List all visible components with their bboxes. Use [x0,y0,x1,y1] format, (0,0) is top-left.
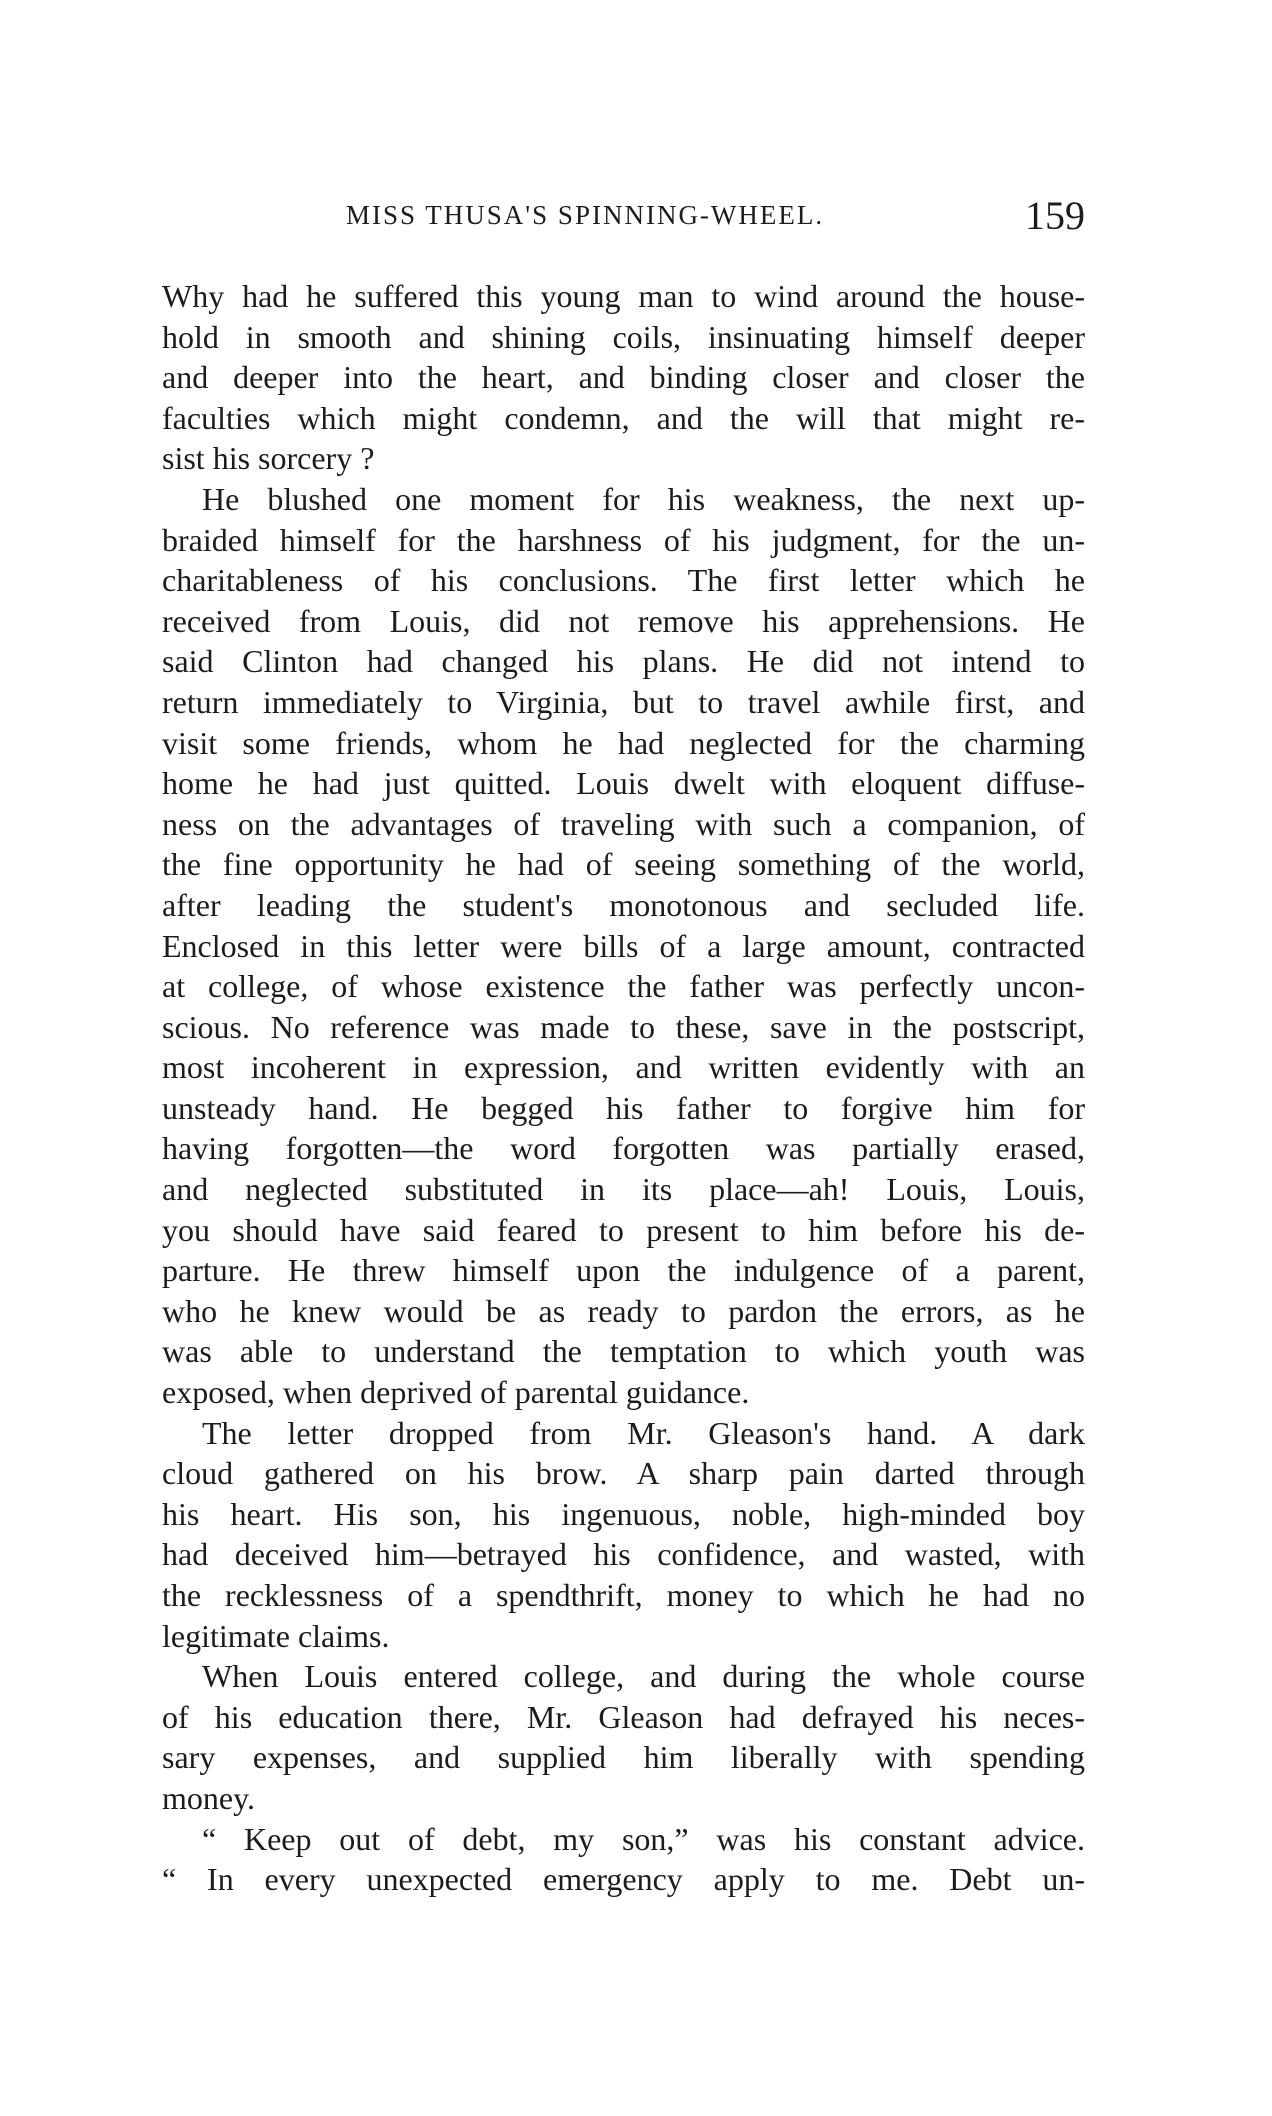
text-line: charitableness of his conclusions. The first letter which he [162,562,1085,599]
text-line: the recklessness of a spendthrift, money to which he had no [162,1577,1085,1613]
text-line: his heart. His son, his ingenuous, noble, high-minded boy [162,1495,1085,1532]
text-line: He blushed one moment for his weakness, the next up- [202,480,1085,517]
text-line: braided himself for the harshness of his judgment, for the un- [162,521,1085,558]
text-line: hold in smooth and shining coils, insinuating himself deeper [162,318,1085,355]
text-line: Enclosed in this letter were bills of a large amount, contracted [162,927,1085,964]
text-line: legitimate claims. [162,1617,390,1654]
text-line: parture. He threw himself upon the indulgence of a parent, [162,1252,1085,1289]
text-line: Why had he suffered this young man to wind around the house- [162,278,1085,314]
text-line: visit some friends, whom he had neglected for the charming [162,724,1085,761]
page-number: 159 [1025,193,1085,238]
text-line: money. [162,1779,256,1816]
text-line: home he had just quitted. Louis dwelt with eloquent diffuse- [162,765,1085,802]
text-line: was able to understand the temptation to which youth was [162,1333,1085,1370]
text-line: had deceived him—betrayed his confidence, and wasted, with [162,1536,1085,1573]
text-line: cloud gathered on his brow. A sharp pain darted through [162,1455,1085,1492]
text-line: When Louis entered college, and during the whole course [202,1658,1085,1695]
text-line: unsteady hand. He begged his father to forgive him for [162,1089,1085,1126]
page-header [162,192,1085,242]
text-line: The letter dropped from Mr. Gleason's hand. A dark [202,1414,1085,1451]
text-line: who he knew would be as ready to pardon the errors, as he [162,1292,1085,1329]
text-line: exposed, when deprived of parental guidance. [162,1374,750,1411]
text-line: received from Louis, did not remove his apprehensions. He [162,602,1085,639]
text-line: the fine opportunity he had of seeing something of the world, [162,846,1085,883]
text-line: said Clinton had changed his plans. He did not intend to [162,643,1085,680]
text-line: “ Keep out of debt, my son,” was his constant advice. [202,1820,1085,1857]
running-title: MISS THUSA'S SPINNING-WHEEL. [346,200,825,230]
text-line: of his education there, Mr. Gleason had defrayed his neces- [162,1698,1085,1735]
text-line: and neglected substituted in its place—ah! Louis, Louis, [162,1171,1085,1208]
text-line: after leading the student's monotonous and secluded life. [162,886,1085,923]
text-line: sist his sorcery ? [162,440,375,477]
body-text [162,276,1085,1900]
text-line: having forgotten—the word forgotten was partially erased, [162,1130,1085,1167]
text-line: most incoherent in expression, and written evidently with an [162,1049,1085,1086]
text-line: “ In every unexpected emergency apply to me. Debt un- [162,1861,1085,1898]
text-line: and deeper into the heart, and binding closer and closer the [162,359,1085,396]
text-line: return immediately to Virginia, but to travel awhile first, and [162,683,1085,720]
text-line: you should have said feared to present to him before his de- [162,1211,1085,1248]
text-line: sary expenses, and supplied him liberally with spending [162,1739,1085,1776]
text-line: faculties which might condemn, and the will that might re- [162,399,1085,436]
text-line: ness on the advantages of traveling with such a companion, of [162,805,1085,842]
text-line: at college, of whose existence the father was perfectly uncon- [162,968,1085,1005]
text-line: scious. No reference was made to these, save in the postscript, [162,1008,1085,1045]
